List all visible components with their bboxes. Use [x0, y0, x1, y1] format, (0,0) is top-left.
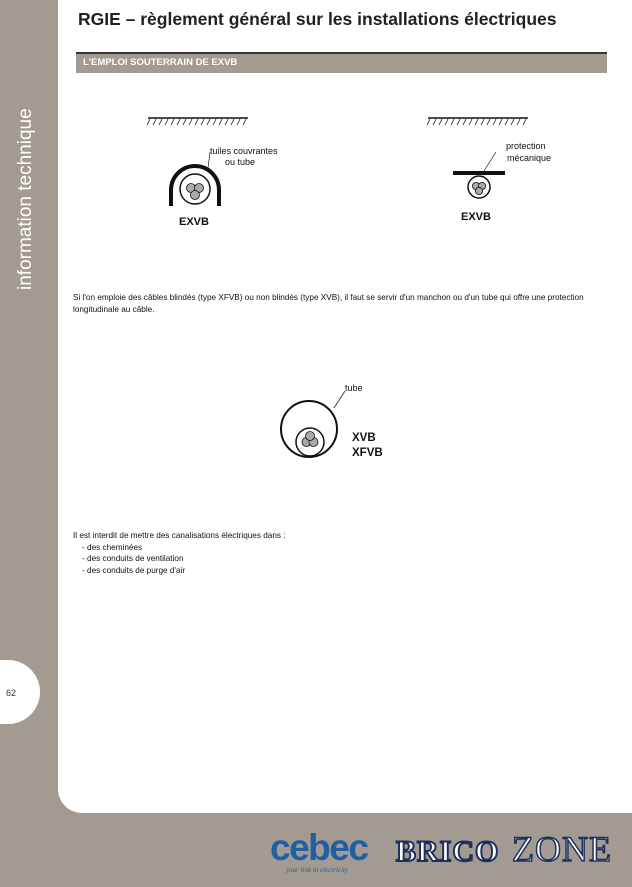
- logo-brico-wordmark: BRICO: [396, 835, 500, 868]
- figure-center-cable-label-2: XFVB: [352, 447, 383, 459]
- figure-left-label-2: ou tube: [225, 157, 256, 167]
- cebec-bricozone-logo: [270, 826, 622, 878]
- section-header-bar: [76, 54, 607, 73]
- list-item: - des conduits de ventilation: [82, 553, 493, 565]
- prohibited-intro: Il est interdit de mettre des canalisations électriques dans :: [73, 531, 286, 540]
- figure-right-label-1: protection: [506, 141, 546, 151]
- figure-left-cable-label: EXVB: [179, 216, 209, 228]
- figure-left-label-1: tuiles couvrantes: [210, 146, 278, 156]
- list-item: - des cheminées: [82, 542, 493, 554]
- logo-zone-wordmark: ZONE: [512, 829, 612, 869]
- prohibited-list: [73, 542, 493, 577]
- paragraph-shielded-cables: Si l'on emploie des câbles blindés (type XFVB) ou non blindés (type XVB), il faut se servir d'un manchon ou d'un tube qui offre une protection longitudinale au câble.: [73, 293, 584, 314]
- page-title: RGIE – règlement général sur les installations électriques: [78, 9, 557, 29]
- figure-right-label-2: mécanique: [507, 153, 552, 163]
- section-title: L'EMPLOI SOUTERRAIN DE EXVB: [83, 57, 238, 68]
- logo-tagline: your link to electricity: [286, 866, 349, 874]
- figure-tube-cable: [270, 375, 410, 470]
- sidebar-section-label: information technique: [15, 108, 36, 290]
- page-number: 62: [6, 688, 17, 698]
- list-item: - des conduits de purge d'air: [82, 565, 493, 577]
- figure-tiles-cable: [140, 110, 310, 235]
- figure-protection-cable: [420, 110, 590, 235]
- figure-center-cable-label-1: XVB: [352, 432, 376, 444]
- figure-right-cable-label: EXVB: [461, 211, 491, 223]
- paragraph-prohibited-locations: [73, 530, 493, 576]
- figure-center-label: tube: [345, 383, 363, 393]
- logo-cebec-wordmark: cebec: [270, 827, 368, 868]
